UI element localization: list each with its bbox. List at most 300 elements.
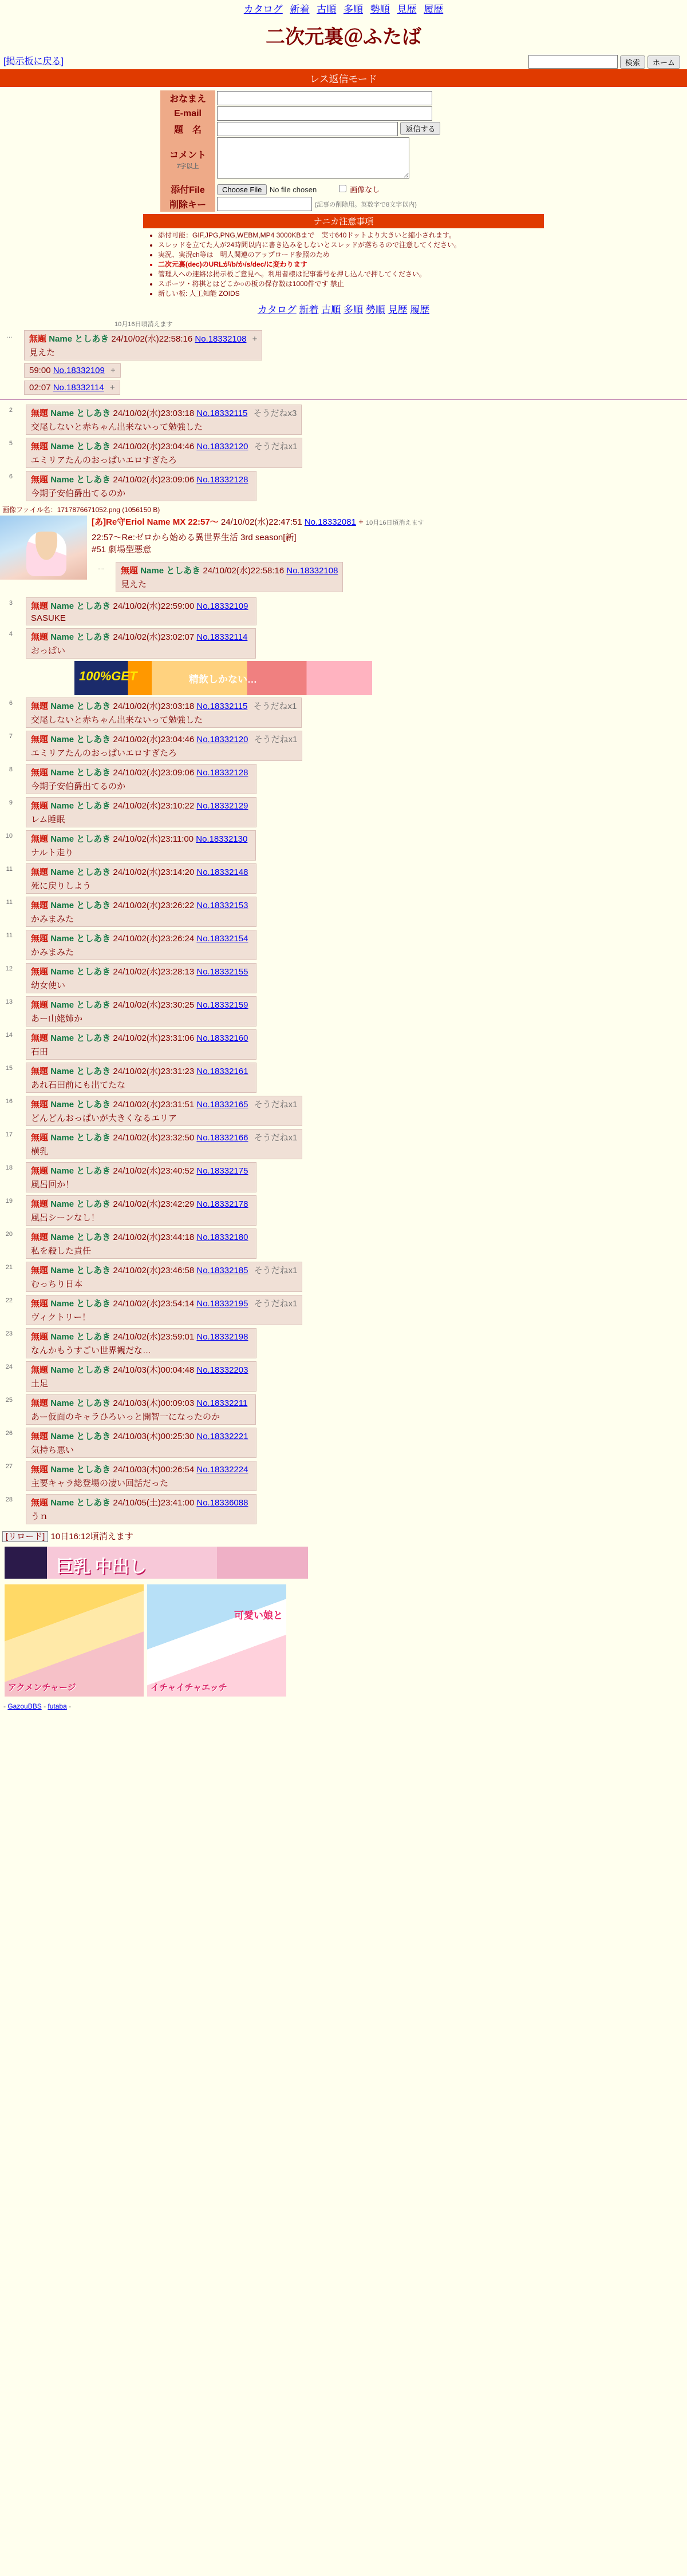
reply-name: としあき (76, 1232, 111, 1242)
op-number[interactable]: No.18332081 (304, 517, 356, 527)
reply-post[interactable] (116, 562, 343, 592)
reply-post[interactable] (26, 1063, 256, 1093)
reply-arrow-icon (0, 362, 13, 366)
list-item (0, 1327, 687, 1360)
footer-sep-1: - (3, 1702, 6, 1710)
reply-number[interactable]: No.18332161 (196, 1067, 248, 1076)
reply-index: 28 (5, 1496, 13, 1503)
rule-item: • 管理人への連絡は掲示板ご意見へ。利用者様は記事番号を押し込んで押してください。 (158, 269, 544, 279)
reply-index: 13 (5, 998, 13, 1005)
footer-link-gazoubbs[interactable]: GazouBBS (7, 1702, 42, 1710)
reply-name-label: Name (50, 735, 74, 744)
reply-name: としあき (76, 1465, 111, 1475)
threadnav-seen[interactable]: 見歴 (388, 304, 408, 315)
reply-subject: 無題 (29, 334, 47, 344)
reply-name: としあき (76, 1498, 111, 1508)
reply-body: 横乳 (31, 1147, 49, 1156)
reply-name-label: Name (50, 1199, 74, 1209)
reply-subject: 無題 (31, 1166, 49, 1176)
reply-body: あれ石田前にも出てたな (31, 1080, 126, 1090)
reply-body: おっぱい (31, 646, 66, 656)
reply-number[interactable]: No.18332175 (196, 1166, 248, 1176)
search-input[interactable] (528, 55, 618, 69)
file-status: No file chosen (269, 185, 317, 194)
reply-subject: 無題 (31, 1498, 49, 1508)
op-subject: [あ]Re守Eriol Name MX 22:57〜 (92, 517, 219, 527)
reply-body: 風呂シーンなし！ (31, 1213, 100, 1223)
list-item (0, 763, 687, 795)
reply-number[interactable]: No.18332166 (196, 1133, 248, 1143)
reply-body: 見えた (121, 580, 147, 589)
reply-name-label: Name (50, 1266, 74, 1275)
reply-mode-bar: レス返信モード (0, 69, 687, 87)
list-item (0, 1261, 687, 1293)
reply-index: 10 (5, 833, 13, 839)
ad-card-2[interactable] (147, 1584, 286, 1697)
reply-number[interactable]: No.18332130 (196, 834, 248, 844)
reply-number[interactable]: No.18332120 (196, 735, 248, 744)
reply-name-label: Name (50, 834, 74, 844)
reply-number[interactable]: No.18332160 (196, 1033, 248, 1043)
reply-number[interactable]: No.18332115 (196, 702, 248, 711)
reply-date: 24/10/02(水)23:31:51 (113, 1100, 195, 1109)
reply-name: としあき (76, 1432, 111, 1441)
reply-name: としあき (76, 901, 111, 910)
reply-index: 8 (9, 766, 13, 773)
list-item (0, 862, 687, 895)
reply-subject: 無題 (31, 735, 49, 744)
reply-post[interactable] (26, 597, 256, 625)
reply-number[interactable]: No.18332203 (196, 1365, 248, 1375)
list-item (0, 1426, 687, 1459)
reply-name: としあき (76, 1365, 111, 1375)
op-plus[interactable]: + (358, 517, 364, 527)
list-item (0, 329, 687, 362)
reply-subject: 無題 (31, 601, 49, 611)
reply-date: 24/10/02(水)23:03:18 (113, 409, 195, 418)
reply-date: 24/10/02(水)23:03:18 (113, 702, 195, 711)
reply-subject: 無題 (31, 1100, 49, 1109)
reply-post[interactable] (24, 381, 120, 395)
ad-banner-text-2: 精飲しかない… (189, 674, 257, 685)
reply-plus[interactable]: + (252, 334, 258, 344)
reply-number[interactable]: No.18332165 (196, 1100, 248, 1109)
email-input[interactable] (217, 106, 432, 121)
list-item (0, 1360, 687, 1393)
reply-date: 24/10/02(水)23:14:20 (113, 867, 195, 877)
reply-name-label: Name (140, 566, 164, 576)
reload-button[interactable]: [リロード] (2, 1531, 48, 1542)
reply-number[interactable]: No.18332185 (196, 1266, 248, 1275)
rule-item: • スポーツ・将棋とはどこか○の板の保存数は1000件です 禁止 (158, 279, 544, 288)
reply-subject: 無題 (31, 934, 49, 944)
threadnav-history[interactable]: 履歴 (410, 304, 430, 315)
reply-date: 24/10/02(水)23:40:52 (113, 1166, 195, 1176)
reply-name: としあき (76, 1166, 111, 1176)
reply-flag[interactable]: そうだねx3 (253, 409, 297, 418)
ad-wide-title: 巨乳 中出し (56, 1558, 147, 1576)
list-item (0, 895, 687, 928)
home-button[interactable]: ホーム (647, 56, 680, 69)
thread-nav (0, 302, 687, 316)
reply-number[interactable]: No.18332154 (196, 934, 248, 944)
reply-number[interactable]: No.18336088 (196, 1498, 248, 1508)
list-item (0, 1061, 687, 1094)
reply-name: としあき (76, 1033, 111, 1043)
reply-date: 24/10/05(土)23:41:00 (113, 1498, 195, 1508)
reply-subject: 無題 (31, 442, 49, 451)
inline-ad-banner[interactable] (74, 661, 372, 695)
reply-subject: 無題 (31, 801, 49, 811)
reply-post[interactable] (26, 471, 256, 501)
threadnav-new[interactable]: 新着 (299, 304, 319, 315)
list-item (0, 829, 687, 862)
reply-post[interactable] (26, 1494, 256, 1524)
reply-name-label: Name (50, 801, 74, 811)
reply-number[interactable]: No.18332120 (196, 442, 248, 451)
reply-name-label: Name (50, 632, 74, 642)
reply-number[interactable]: No.18332129 (196, 801, 248, 811)
nav-catalog[interactable]: カタログ (243, 4, 283, 15)
reply-flag[interactable]: そうだねx1 (254, 735, 298, 744)
reply-subject: 無題 (31, 1199, 49, 1209)
reply-subject: 無題 (31, 1365, 49, 1375)
reply-name: としあき (76, 702, 111, 711)
label-comment-note: 7字以上 (176, 163, 199, 170)
label-email: E-mail (160, 106, 215, 121)
reply-number[interactable]: No.18332180 (196, 1232, 248, 1242)
list-item (0, 796, 687, 829)
reply-number[interactable]: No.18332128 (196, 768, 248, 778)
list-item (0, 696, 687, 729)
reply-name-label: Name (50, 768, 74, 778)
reply-name: としあき (76, 475, 111, 485)
reply-list-top (0, 403, 687, 502)
reply-number[interactable]: No.18332148 (196, 867, 248, 877)
reply-subject: 無題 (31, 1232, 49, 1242)
nav-old[interactable]: 古順 (317, 4, 337, 15)
reply-post[interactable] (26, 863, 256, 894)
list-item (0, 730, 687, 762)
reply-name-label: Name (50, 702, 74, 711)
reply-name: としあき (76, 735, 111, 744)
back-to-board-label[interactable]: [掲示板に戻る] (3, 57, 64, 66)
reply-index: 2 (9, 407, 13, 414)
reply-name: としあき (76, 967, 111, 977)
threadnav-catalog[interactable]: カタログ (257, 304, 297, 315)
reply-index: 9 (9, 799, 13, 806)
footer-links (3, 1702, 684, 1710)
reply-name-label: Name (50, 475, 74, 485)
reply-post[interactable] (26, 1262, 302, 1292)
reply-number[interactable]: No.18332108 (195, 334, 247, 344)
list-item (0, 596, 687, 627)
list-item (0, 995, 687, 1028)
reply-number[interactable]: No.18332153 (196, 901, 248, 910)
reply-post[interactable] (26, 697, 302, 728)
reply-number[interactable]: No.18332114 (53, 383, 104, 393)
reply-name-label: Name (50, 934, 74, 944)
reply-post[interactable] (26, 1461, 256, 1491)
reply-post[interactable] (26, 731, 302, 761)
reply-name: としあき (76, 934, 111, 944)
reply-post[interactable] (26, 1228, 256, 1259)
reply-date: 24/10/02(水)23:26:24 (113, 934, 195, 944)
no-image-checkbox[interactable] (339, 185, 346, 192)
reply-date: 59:00 (29, 366, 51, 375)
reply-number[interactable]: No.18332224 (196, 1465, 248, 1475)
reply-subject: 無題 (31, 1033, 49, 1043)
threadnav-old[interactable]: 古順 (321, 304, 341, 315)
op-body-line-2: #51 劇場型悪意 (92, 545, 152, 554)
label-comment-text: コメント (169, 150, 206, 160)
reply-subject: 無題 (31, 867, 49, 877)
comment-textarea[interactable] (217, 137, 409, 179)
reply-number[interactable]: No.18332195 (196, 1299, 248, 1309)
reply-arrow-icon: … (6, 332, 13, 339)
reply-date: 24/10/02(水)23:10:22 (113, 801, 195, 811)
delete-key-input[interactable] (217, 197, 312, 211)
reply-date: 24/10/02(水)23:28:13 (113, 967, 195, 977)
list-item (0, 1194, 687, 1227)
reply-name-label: Name (50, 1033, 74, 1043)
reply-index: 22 (5, 1297, 13, 1304)
nav-many[interactable]: 多順 (344, 4, 363, 15)
reply-body: 私を殺した責任 (31, 1246, 92, 1256)
nav-history[interactable]: 履歴 (424, 4, 444, 15)
nav-seen[interactable]: 見歴 (397, 4, 417, 15)
reply-index: 6 (9, 473, 13, 480)
reply-name: としあき (76, 801, 111, 811)
reply-date: 24/10/02(水)23:42:29 (113, 1199, 195, 1209)
reply-flag[interactable]: そうだねx1 (253, 702, 297, 711)
reply-date: 24/10/02(水)23:31:23 (113, 1067, 195, 1076)
reply-post[interactable] (26, 897, 256, 927)
list-item (0, 1161, 687, 1194)
reply-body: SASUKE (31, 613, 66, 623)
reply-list (0, 596, 687, 1525)
reply-number[interactable]: No.18332109 (53, 366, 105, 375)
footer-ads (0, 1547, 687, 1697)
reply-index: 18 (5, 1164, 13, 1171)
ad-banner-text-1: 100%GET (79, 669, 137, 683)
reply-name: としあき (74, 334, 109, 344)
label-subject: 題 名 (160, 121, 215, 137)
reply-index: 24 (5, 1364, 13, 1370)
thread-meta: 10月16日頃消えます (114, 321, 173, 328)
reply-post[interactable] (24, 363, 121, 378)
reply-flag[interactable]: そうだねx1 (254, 1299, 298, 1309)
reply-subject: 無題 (31, 702, 49, 711)
reply-post[interactable] (26, 797, 256, 827)
reply-post[interactable] (26, 963, 256, 993)
reply-plus[interactable]: + (109, 383, 115, 393)
reply-index: 12 (5, 965, 13, 972)
list-item (0, 1493, 687, 1525)
reply-subject: 無題 (31, 901, 49, 910)
threadnav-momentum[interactable]: 勢順 (365, 304, 385, 315)
reply-name-label: Name (49, 334, 73, 344)
reply-post[interactable] (26, 830, 256, 861)
reply-name-label: Name (50, 1232, 74, 1242)
ad-card-1[interactable] (5, 1584, 144, 1697)
reply-name-label: Name (50, 1365, 74, 1375)
reply-index: 16 (5, 1098, 13, 1105)
reply-date: 24/10/02(水)23:04:46 (113, 442, 195, 451)
reply-plus[interactable]: + (110, 366, 116, 375)
choose-file-button[interactable]: Choose File (217, 184, 267, 195)
reply-body: 死に戻りしよう (31, 881, 92, 891)
list-item (0, 1128, 687, 1160)
ad-card-1-caption: アクメンチャージ (8, 1683, 76, 1693)
reply-date: 24/10/03(木)00:04:48 (113, 1365, 195, 1375)
reply-number[interactable]: No.18332115 (196, 409, 248, 418)
reply-subject: 無題 (31, 1266, 49, 1275)
list-item (0, 1095, 687, 1127)
delete-key-note: (記事の削除用。英数字で8文字以内) (314, 201, 417, 208)
reply-post[interactable] (24, 330, 262, 360)
reply-name-label: Name (50, 967, 74, 977)
reload-note: 10日16:12頃消えます (50, 1532, 133, 1541)
reply-post[interactable] (26, 438, 302, 468)
reply-body: かみまみた (31, 948, 74, 957)
ad-banner-wide[interactable] (5, 1547, 308, 1579)
reply-name-label: Name (50, 1432, 74, 1441)
label-comment (160, 137, 215, 182)
reply-name: としあき (76, 834, 111, 844)
reply-post[interactable] (26, 1129, 302, 1159)
reply-name: としあき (166, 566, 201, 576)
reply-post[interactable] (26, 1428, 256, 1458)
label-name: おなまえ (160, 90, 215, 106)
reply-flag[interactable]: そうだねx1 (254, 1266, 298, 1275)
reply-post[interactable] (26, 1195, 256, 1226)
footer-link-futaba[interactable]: futaba (48, 1702, 67, 1710)
nav-new[interactable]: 新着 (290, 4, 310, 15)
threadnav-many[interactable]: 多順 (344, 304, 363, 315)
reply-index: 11 (6, 899, 13, 906)
reply-post[interactable] (26, 628, 256, 659)
op-body-line-1: 22:57〜Re:ゼロから始める異世界生活 3rd season[新] (92, 533, 297, 542)
reply-number[interactable]: No.18332128 (196, 475, 248, 485)
op-thumbnail[interactable] (0, 516, 87, 580)
reply-flag[interactable]: そうだねx1 (254, 1100, 298, 1109)
reply-index: 19 (5, 1198, 13, 1204)
reply-post[interactable] (26, 1096, 302, 1126)
search-button[interactable]: 検索 (620, 56, 645, 69)
reply-subject: 無題 (31, 632, 49, 642)
reply-number[interactable]: No.18332155 (196, 967, 248, 977)
reply-post[interactable] (26, 1328, 256, 1358)
reply-index: 20 (5, 1231, 13, 1238)
reply-post[interactable] (26, 1029, 256, 1060)
reply-number[interactable]: No.18332114 (196, 632, 248, 642)
reply-index: 7 (9, 733, 13, 740)
reply-name: としあき (76, 1332, 111, 1342)
reply-index: 27 (5, 1463, 13, 1470)
reply-post[interactable] (26, 405, 302, 435)
reply-body: 石田 (31, 1047, 49, 1057)
reply-flag[interactable]: そうだねx1 (254, 1133, 298, 1143)
reply-name: としあき (76, 1133, 111, 1143)
reply-body: 幼女使い (31, 981, 66, 990)
list-item (0, 470, 687, 502)
ad-card-2-caption-a: 可愛い娘と (234, 1610, 283, 1621)
reply-number[interactable]: No.18332108 (286, 566, 338, 576)
reply-date: 02:07 (29, 383, 51, 393)
footer-sep-3: - (69, 1702, 72, 1710)
reply-post[interactable] (26, 1361, 256, 1392)
reply-post[interactable] (26, 1162, 256, 1192)
reply-name: としあき (76, 1100, 111, 1109)
reply-body: 主要キャラ総登場の凄い回話だった (31, 1479, 169, 1488)
reply-body: むっちり日本 (31, 1279, 83, 1289)
reply-body: 気持ち悪い (31, 1445, 74, 1455)
reload-bar (2, 1530, 685, 1542)
nav-momentum[interactable]: 勢順 (370, 4, 390, 15)
reply-body: 見えた (29, 348, 56, 358)
reply-flag[interactable]: そうだねx1 (254, 442, 298, 451)
reply-number[interactable]: No.18332221 (196, 1432, 248, 1441)
reply-name-label: Name (50, 1133, 74, 1143)
reply-date: 24/10/02(水)23:59:01 (113, 1332, 195, 1342)
reply-post[interactable] (26, 930, 256, 960)
reply-body: あー山姥姉か (31, 1014, 83, 1024)
reply-date: 24/10/02(水)23:11:00 (113, 834, 194, 844)
reply-index: 25 (5, 1397, 13, 1404)
list-item (0, 1460, 687, 1492)
reply-subject: 無題 (121, 566, 139, 576)
list-item (0, 437, 687, 469)
reply-date: 24/10/02(水)23:02:07 (113, 632, 195, 642)
reply-number[interactable]: No.18332211 (196, 1398, 248, 1408)
reply-post[interactable] (26, 996, 256, 1027)
reply-name: としあき (76, 768, 111, 778)
reply-number[interactable]: No.18332159 (196, 1000, 248, 1010)
reply-number[interactable]: No.18332178 (196, 1199, 248, 1209)
reply-body: ナルト走り (31, 848, 74, 858)
label-delete-key: 削除キー (160, 196, 215, 212)
reply-index: 26 (5, 1430, 13, 1437)
reply-post[interactable] (26, 1295, 302, 1325)
reply-name-label: Name (50, 901, 74, 910)
subject-input[interactable] (217, 122, 398, 136)
reply-date: 24/10/02(水)22:59:00 (113, 601, 195, 611)
reply-index: 11 (6, 932, 13, 939)
reply-body: なんかもうすごい世界観だな… (31, 1346, 152, 1356)
reply-index: 15 (5, 1065, 13, 1072)
reply-index: 3 (9, 600, 13, 607)
rule-item-new-boards: • 新しい板: 人工知能 ZOIDS (158, 288, 544, 298)
submit-button[interactable]: 返信する (400, 122, 440, 135)
reply-post[interactable] (26, 1394, 256, 1425)
reply-name: としあき (76, 1000, 111, 1010)
divider (0, 399, 687, 400)
reply-number[interactable]: No.18332109 (196, 601, 248, 611)
top-nav (0, 0, 687, 15)
early-replies (0, 329, 687, 396)
reply-date: 24/10/02(水)23:09:06 (113, 475, 195, 485)
reply-number[interactable]: No.18332198 (196, 1332, 248, 1342)
list-item (0, 627, 687, 660)
reply-date: 24/10/02(水)23:26:22 (113, 901, 195, 910)
reply-post[interactable] (26, 764, 256, 794)
list-item (0, 962, 687, 994)
name-input[interactable] (217, 91, 432, 105)
rules-header: ナニカ注意事項 (143, 214, 544, 228)
reply-date: 24/10/02(水)23:30:25 (113, 1000, 195, 1010)
list-item (0, 1028, 687, 1061)
